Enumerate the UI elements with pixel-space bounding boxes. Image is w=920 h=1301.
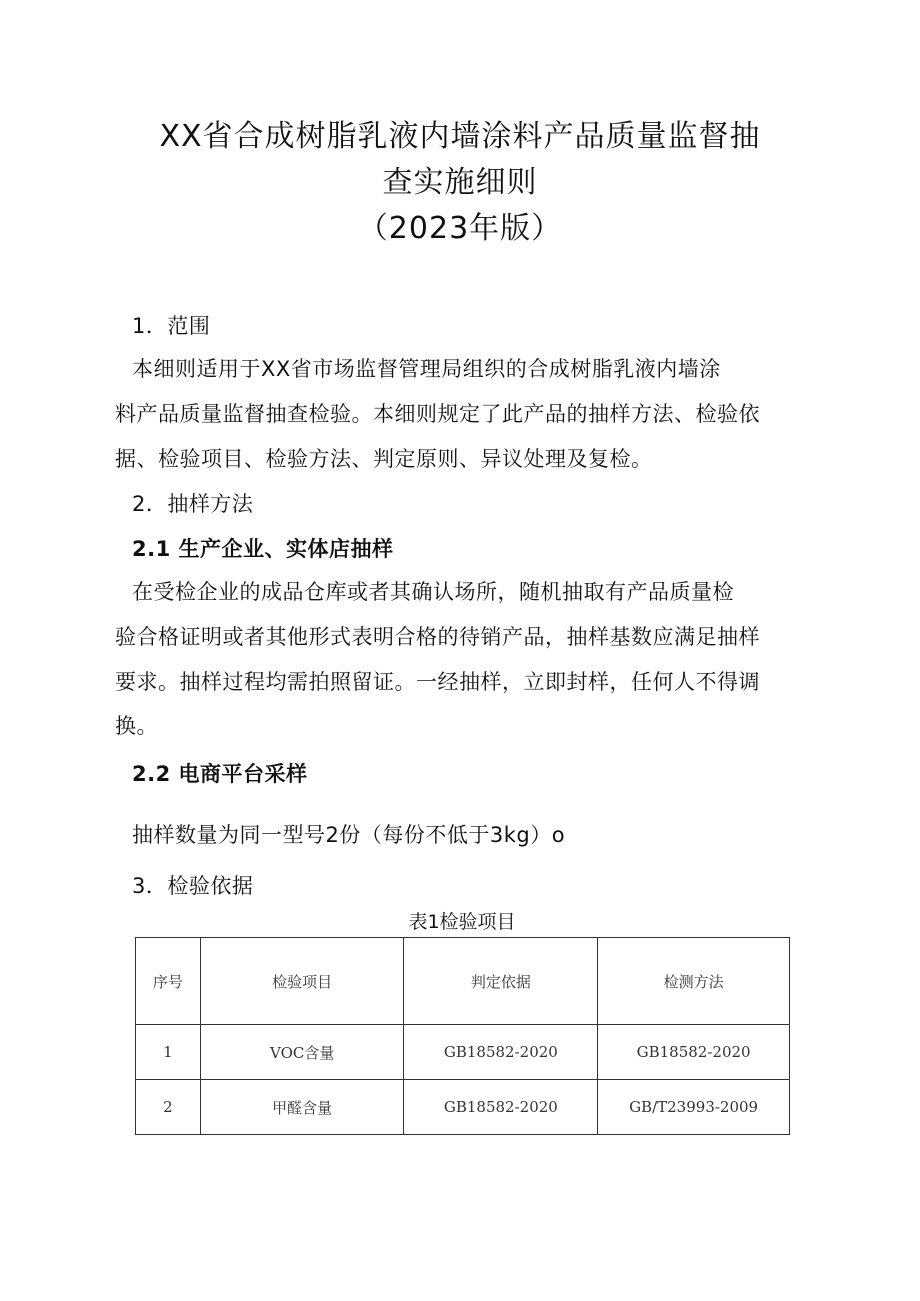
section-1-text-line-1: 本细则适用于XX省市场监督管理局组织的合成树脂乳液内墙涂	[132, 357, 721, 381]
header-cell-item: 检验项目	[200, 938, 404, 1025]
table-cell: VOC含量	[200, 1025, 404, 1080]
document-title-line-2: 查实施细则	[382, 165, 538, 200]
table-header-row	[136, 938, 790, 1025]
table-row	[136, 1080, 790, 1135]
section-2-1-text-line-4: 换。	[115, 714, 158, 738]
document-title-line-3: （2023年版）	[357, 211, 563, 246]
section-1-text-line-3: 据、检验项目、检验方法、判定原则、异议处理及复检。	[115, 447, 653, 471]
section-2-2-text: 抽样数量为同一型号2份（每份不低于3kg）o	[132, 823, 566, 847]
table-cell: 甲醛含量	[200, 1080, 404, 1135]
section-2-1-text-line-3: 要求。抽样过程均需拍照留证。一经抽样，立即封样，任何人不得调	[115, 670, 760, 694]
section-3-heading: 3．检验依据	[132, 874, 254, 898]
section-1-heading: 1．范围	[132, 314, 211, 338]
table-cell: GB18582-2020	[598, 1025, 790, 1080]
table-cell: 1	[136, 1025, 201, 1080]
header-cell-basis: 判定依据	[404, 938, 598, 1025]
section-1-text-line-2: 料产品质量监督抽查检验。本细则规定了此产品的抽样方法、检验依	[115, 402, 760, 426]
header-cell-method: 检测方法	[598, 938, 790, 1025]
table-cell: 2	[136, 1080, 201, 1135]
table-cell: GB/T23993-2009	[598, 1080, 790, 1135]
section-2-2-heading: 2.2 电商平台采样	[132, 762, 308, 786]
header-cell-index: 序号	[136, 938, 201, 1025]
table-caption: 表1检验项目	[408, 911, 516, 933]
table-row	[136, 1025, 790, 1080]
table-cell: GB18582-2020	[404, 1080, 598, 1135]
inspection-items-table	[135, 937, 790, 1135]
table-cell: GB18582-2020	[404, 1025, 598, 1080]
section-2-1-text-line-1: 在受检企业的成品仓库或者其确认场所，随机抽取有产品质量检	[132, 580, 734, 604]
document-title-line-1: XX省合成树脂乳液内墙涂料产品质量监督抽	[159, 119, 761, 154]
section-2-1-heading: 2.1 生产企业、实体店抽样	[132, 537, 394, 561]
section-2-1-text-line-2: 验合格证明或者其他形式表明合格的待销产品，抽样基数应满足抽样	[115, 625, 760, 649]
section-2-heading: 2．抽样方法	[132, 492, 254, 516]
